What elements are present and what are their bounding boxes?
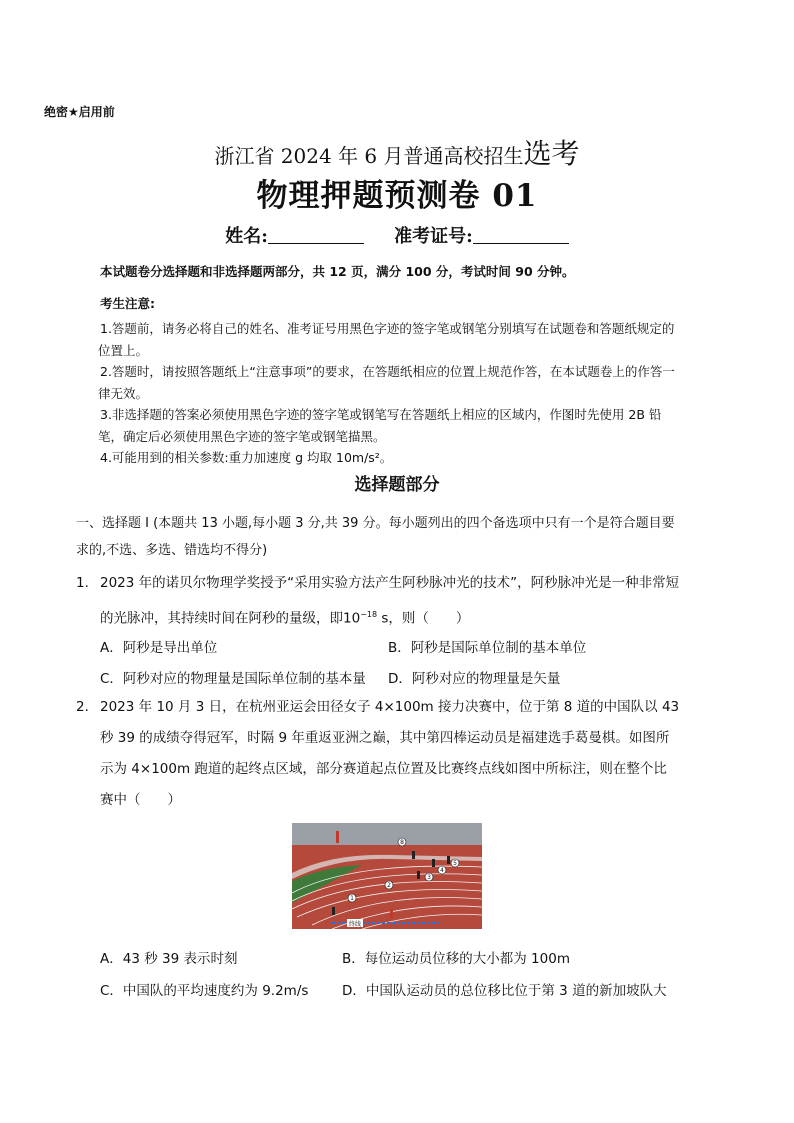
lane-mark: 8 (400, 839, 404, 846)
lane-mark: 2 (387, 882, 391, 889)
option-d[interactable]: D．阿秒对应的物理量是矢量 (388, 671, 561, 687)
question-text: 2023 年 10 月 3 日，在杭州亚运会田径女子 4×100m 接力决赛中，位于第 8 道的中国队以 43 秒 39 的成绩夺得冠军，时隔 9 年重返亚洲之巅，其中第四棒运动员是福建选手葛曼棋。如图所示为 4×100m 跑道的起终点区域，部分赛道起点位置及比赛终点线如图中所标注，则在整个比赛中（ ） (100, 699, 680, 808)
option-d[interactable]: D．中国队运动员的总位移比位于第 3 道的新加坡队大 (342, 983, 667, 999)
option-c[interactable]: C．阿秒对应的物理量是国际单位制的基本量 (100, 671, 366, 687)
exam-title-type: 选考 (523, 137, 580, 170)
question-text (100, 568, 680, 635)
lane-mark: 5 (453, 860, 457, 867)
option-a[interactable]: A．阿秒是导出单位 (100, 640, 218, 656)
notice-item: 3.非选择题的答案必须使用黑色字迹的签字笔或钢笔写在答题纸上相应的区域内，作图时先使用 2B 铅笔，确定后必须使用黑色字迹的签字笔或钢笔描黑。 (98, 407, 662, 444)
exam-title: 物理押题预测卷 01 (256, 178, 538, 214)
candidate-fields (0, 222, 794, 248)
confidential-label: 绝密★启用前 (44, 105, 115, 119)
question-2-options (100, 947, 680, 1007)
option-b[interactable]: B．每位运动员位移的大小都为 100m (342, 951, 570, 967)
option-b[interactable]: B．阿秒是国际单位制的基本单位 (388, 640, 587, 656)
lane-mark: 4 (440, 867, 444, 874)
track-illustration (292, 823, 482, 929)
part1-instructions: 一、选择题 I (本题共 13 小题,每小题 3 分,共 39 分。每小题列出的四个备选项中只有一个是符合题目要求的,不选、多选、错选均不得分) (76, 516, 675, 558)
notice-heading: 考生注意: (100, 296, 155, 311)
option-a[interactable]: A．43 秒 39 表示时刻 (100, 951, 238, 967)
question-1 (76, 568, 680, 635)
exam-title-region: 浙江省 2024 年 6 月普通高校招生 (214, 144, 524, 168)
lane-mark: 3 (427, 874, 431, 881)
exam-id-field[interactable] (473, 225, 569, 244)
question-number: 1． (76, 575, 99, 591)
question-text-part: s，则（ ） (377, 610, 470, 627)
exponent: −18 (360, 610, 378, 619)
question-text-part: 2023 年的诺贝尔物理学奖授予“采用实验方法产生阿秒脉冲光的技术”，阿秒脉冲光是一种非常短的光脉冲，其持续时间在阿秒的量级，即10 (100, 575, 680, 627)
question-number: 2． (76, 699, 99, 715)
notice-item: 1.答题前，请务必将自己的姓名、准考证号用黑色字迹的签字笔或钢笔分别填写在试题卷和答题纸规定的位置上。 (98, 321, 675, 358)
exam-intro: 本试题卷分选择题和非选择题两部分，共 12 页，满分 100 分，考试时间 90 分钟。 (100, 264, 575, 279)
finish-line-label: 终线 (348, 921, 362, 928)
exam-id-label: 准考证号: (394, 226, 473, 247)
track-photo (292, 823, 482, 929)
lane-mark: 1 (350, 895, 354, 902)
section-title: 选择题部分 (354, 475, 440, 495)
option-c[interactable]: C．中国队的平均速度约为 9.2m/s (100, 983, 309, 999)
question-1-options (100, 636, 680, 696)
notice-list (98, 318, 678, 469)
notice-item: 2.答题时，请按照答题纸上“注意事项”的要求，在答题纸相应的位置上规范作答，在本试题卷上的作答一律无效。 (98, 364, 675, 401)
exam-title-line1 (0, 132, 794, 172)
notice-item: 4.可能用到的相关参数:重力加速度 g 均取 10m/s²。 (100, 450, 393, 465)
name-label: 姓名: (225, 226, 268, 247)
question-2 (76, 692, 680, 816)
name-field[interactable] (268, 225, 364, 244)
